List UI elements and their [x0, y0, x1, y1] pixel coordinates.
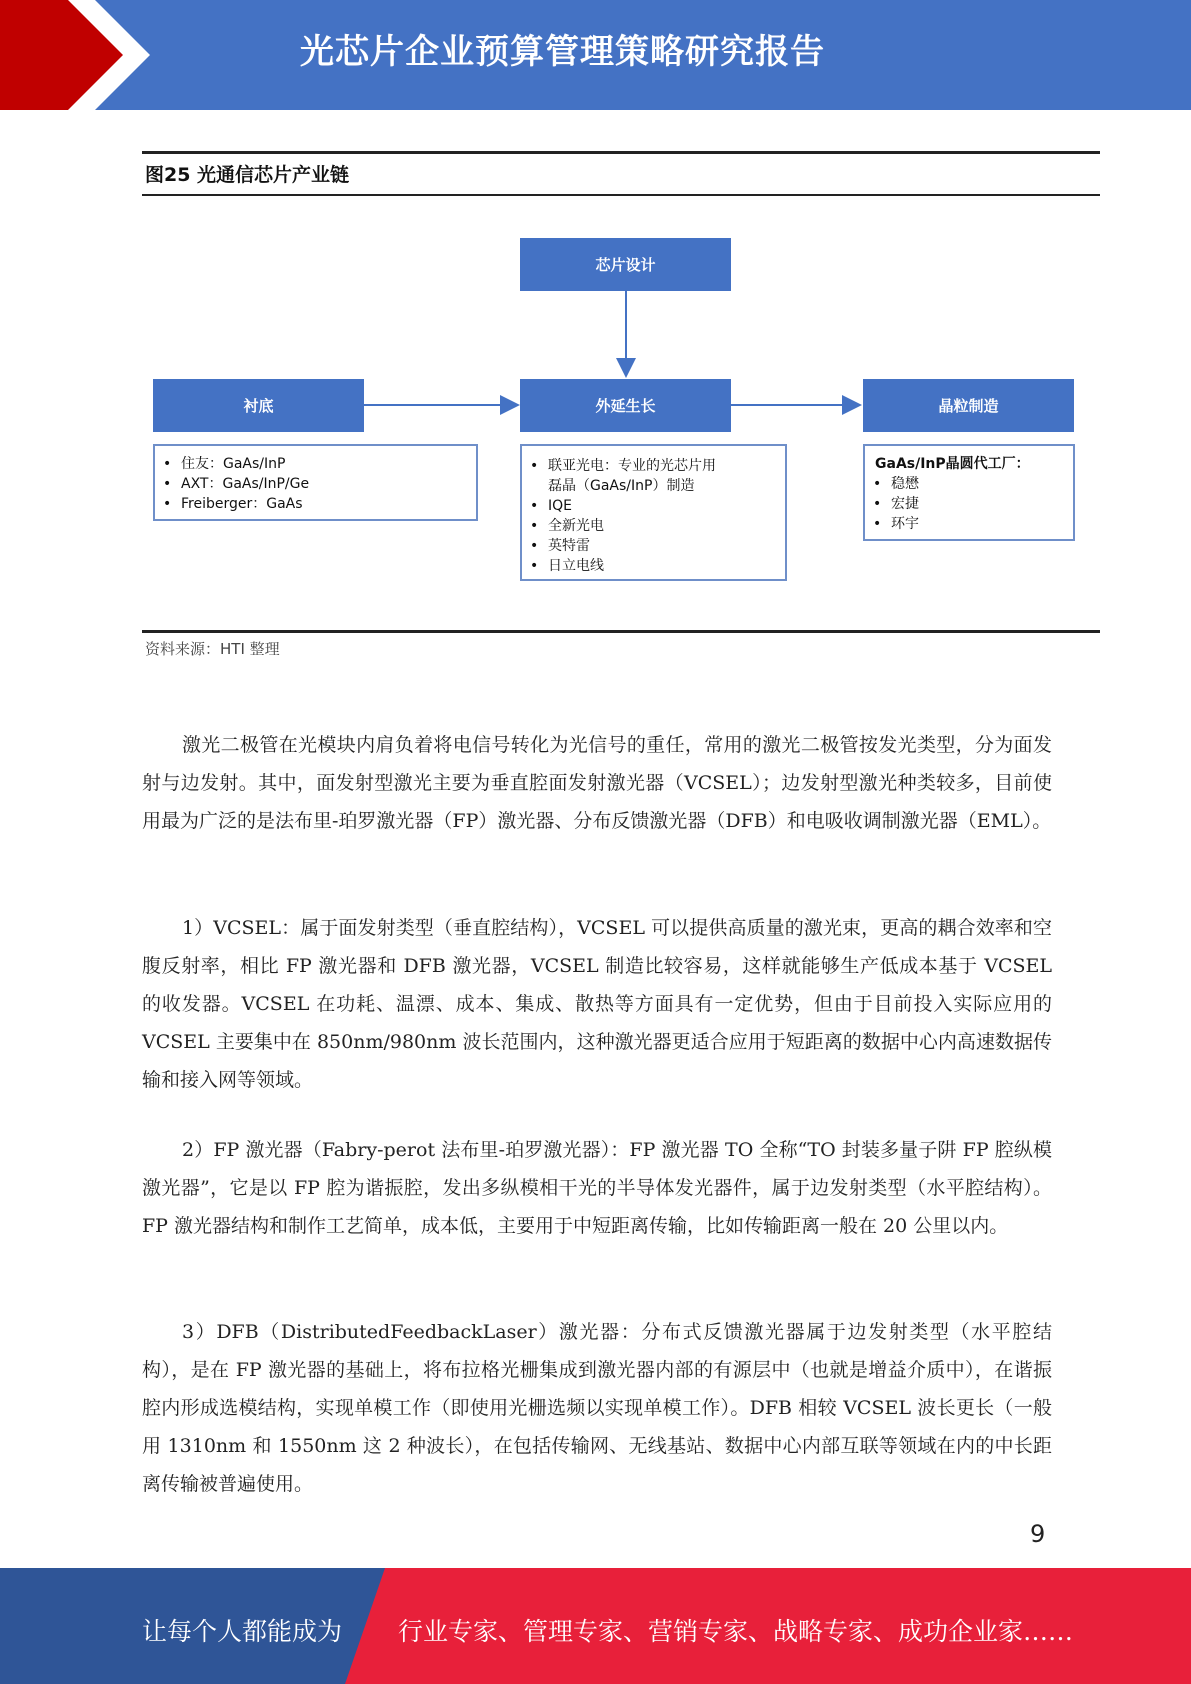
wafer-foundry-list: [863, 444, 1075, 541]
figure-bottom-rule: [142, 630, 1100, 633]
flow-arrows: [0, 0, 1191, 700]
body-paragraph-dfb: 3）DFB（DistributedFeedbackLaser）激光器：分布式反馈激光器属于边发射类型（水平腔结构），是在 FP 激光器的基础上，将布拉格光栅集成到激光器内部的有源层中（也就是增益介质中），在谐振腔内形成选模结构，实现单模工作（即使用光栅选频以实现单模工作）。DFB 相较 VCSEL 波长更长（一般用 1310nm 和 1550nm 这 2 种波长），在包括传输网、无线基站、数据中心内部互联等领域在内的中长距离传输被普遍使用。: [142, 1321, 1052, 1495]
list-item: • 联亚光电：专业的光芯片用: [522, 456, 785, 476]
node-wafer-fab: 晶粒制造: [863, 379, 1074, 432]
list-item: • 日立电线: [522, 556, 785, 576]
list-item: • IQE: [522, 496, 785, 516]
report-title: 光芯片企业预算管理策略研究报告: [300, 32, 825, 72]
figure-source: 资料来源：HTI 整理: [145, 640, 280, 658]
list-item: • 稳懋: [865, 474, 1073, 494]
list-item: • 英特雷: [522, 536, 785, 556]
list-item: • Freiberger：GaAs: [155, 494, 476, 514]
node-substrate: 衬底: [153, 379, 364, 432]
footer-roles: 行业专家、管理专家、营销专家、战略专家、成功企业家……: [398, 1617, 1074, 1646]
list-item: • 宏捷: [865, 494, 1073, 514]
list-item: • 住友：GaAs/InP: [155, 454, 476, 474]
list-item: • 全新光电: [522, 516, 785, 536]
page-number: 9: [1030, 1520, 1046, 1548]
substrate-supplier-list: [153, 444, 478, 521]
epitaxy-supplier-list: [520, 444, 787, 581]
list-item: • 环宇: [865, 514, 1073, 534]
list-item: • AXT：GaAs/InP/Ge: [155, 474, 476, 494]
figure-title: 图25 光通信芯片产业链: [145, 164, 350, 186]
footer-slogan: 让每个人都能成为: [142, 1617, 343, 1646]
body-paragraph-vcsel: 1）VCSEL：属于面发射类型（垂直腔结构），VCSEL 可以提供高质量的激光束，更高的耦合效率和空腹反射率，相比 FP 激光器和 DFB 激光器，VCSEL 制造比较容易，这样就能够生产低成本基于 VCSEL 的收发器。VCSEL 在功耗、温漂、成本、集成、散热等方面具有一定优势，但由于目前投入实际应用的 VCSEL 主要集中在 850nm/980nm 波长范围内，这种激光器更适合应用于短距离的数据中心内高速数据传输和接入网等领域。: [142, 917, 1052, 1091]
node-epitaxy: 外延生长: [520, 379, 731, 432]
foundry-list-heading: GaAs/InP晶圆代工厂：: [875, 456, 1030, 472]
body-paragraph-fp: 2）FP 激光器（Fabry-perot 法布里-珀罗激光器）：FP 激光器 TO 全称“TO 封装多量子阱 FP 腔纵模激光器”，它是以 FP 腔为谐振腔，发出多纵模相干光的半导体发光器件，属于边发射类型（水平腔结构）。FP 激光器结构和制作工艺简单，成本低，主要用于中短距离传输，比如传输距离一般在 20 公里以内。: [142, 1139, 1052, 1237]
body-paragraph-intro: 激光二极管在光模块内肩负着将电信号转化为光信号的重任，常用的激光二极管按发光类型，分为面发射与边发射。其中，面发射型激光主要为垂直腔面发射激光器（VCSEL）；边发射型激光种类较多，目前使用最为广泛的是法布里-珀罗激光器（FP）激光器、分布反馈激光器（DFB）和电吸收调制激光器（EML）。: [142, 734, 1052, 832]
node-chip-design: 芯片设计: [520, 238, 731, 291]
list-item-continued: 磊晶（GaAs/InP）制造: [548, 478, 695, 494]
